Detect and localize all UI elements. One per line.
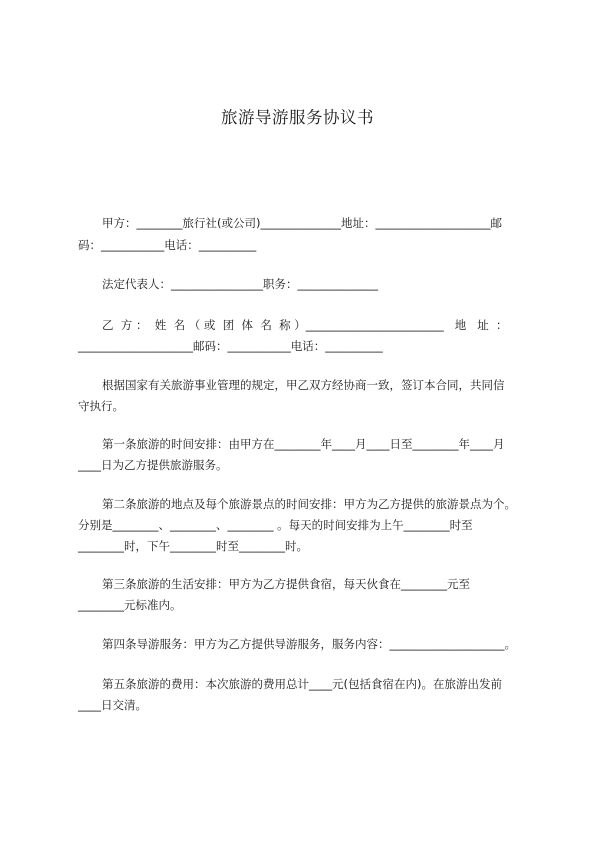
party-a-line-1: 甲方：________旅行社(或公司)______________地址：____________________邮 <box>102 216 502 230</box>
preamble-line-1: 根据国家有关旅游事业管理的规定，甲乙双方经协商一致，签订本合同，共同信 <box>102 378 505 392</box>
article-1-line-2: ____日为乙方提供旅游服务。 <box>78 458 228 472</box>
article-2-line-3: ________时，下午________时至________时。 <box>78 539 308 553</box>
preamble-line-2: 守执行。 <box>78 399 124 413</box>
party-a-line-2: 码：___________电话：__________ <box>78 238 257 252</box>
party-b-line-2: ____________________邮码：___________电话：__________ <box>78 339 383 353</box>
article-2-line-1: 第二条旅游的地点及每个旅游景点的时间安排：甲方为乙方提供的旅游景点为个。 <box>102 497 516 511</box>
article-2-line-2: 分别是________、________、________ 。每天的时间安排为上午________时至 <box>78 518 473 532</box>
article-4-line-1: 第四条导游服务：甲方为乙方提供导游服务，服务内容：____________________。 <box>102 637 516 651</box>
legal-representative-line: 法定代表人：________________职务：______________ <box>102 277 378 291</box>
article-3-line-2: ________元标准内。 <box>78 598 182 612</box>
article-1-line-1: 第一条旅游的时间安排：由甲方在________年____月____日至________年____月 <box>102 437 505 451</box>
article-5-line-2: ____日交清。 <box>78 698 147 712</box>
document-title: 旅游导游服务协议书 <box>221 108 374 127</box>
party-b-line-1: 乙 方 ： 姓 名 （ 或 团 体 名 称 ）________________________ 地 址 ： <box>102 318 508 332</box>
article-3-line-1: 第三条旅游的生活安排：甲方为乙方提供食宿，每天伙食在________元至 <box>102 577 470 591</box>
article-5-line-1: 第五条旅游的费用：本次旅游的费用总计____元(包括食宿在内)。在旅游出发前 <box>102 677 502 691</box>
